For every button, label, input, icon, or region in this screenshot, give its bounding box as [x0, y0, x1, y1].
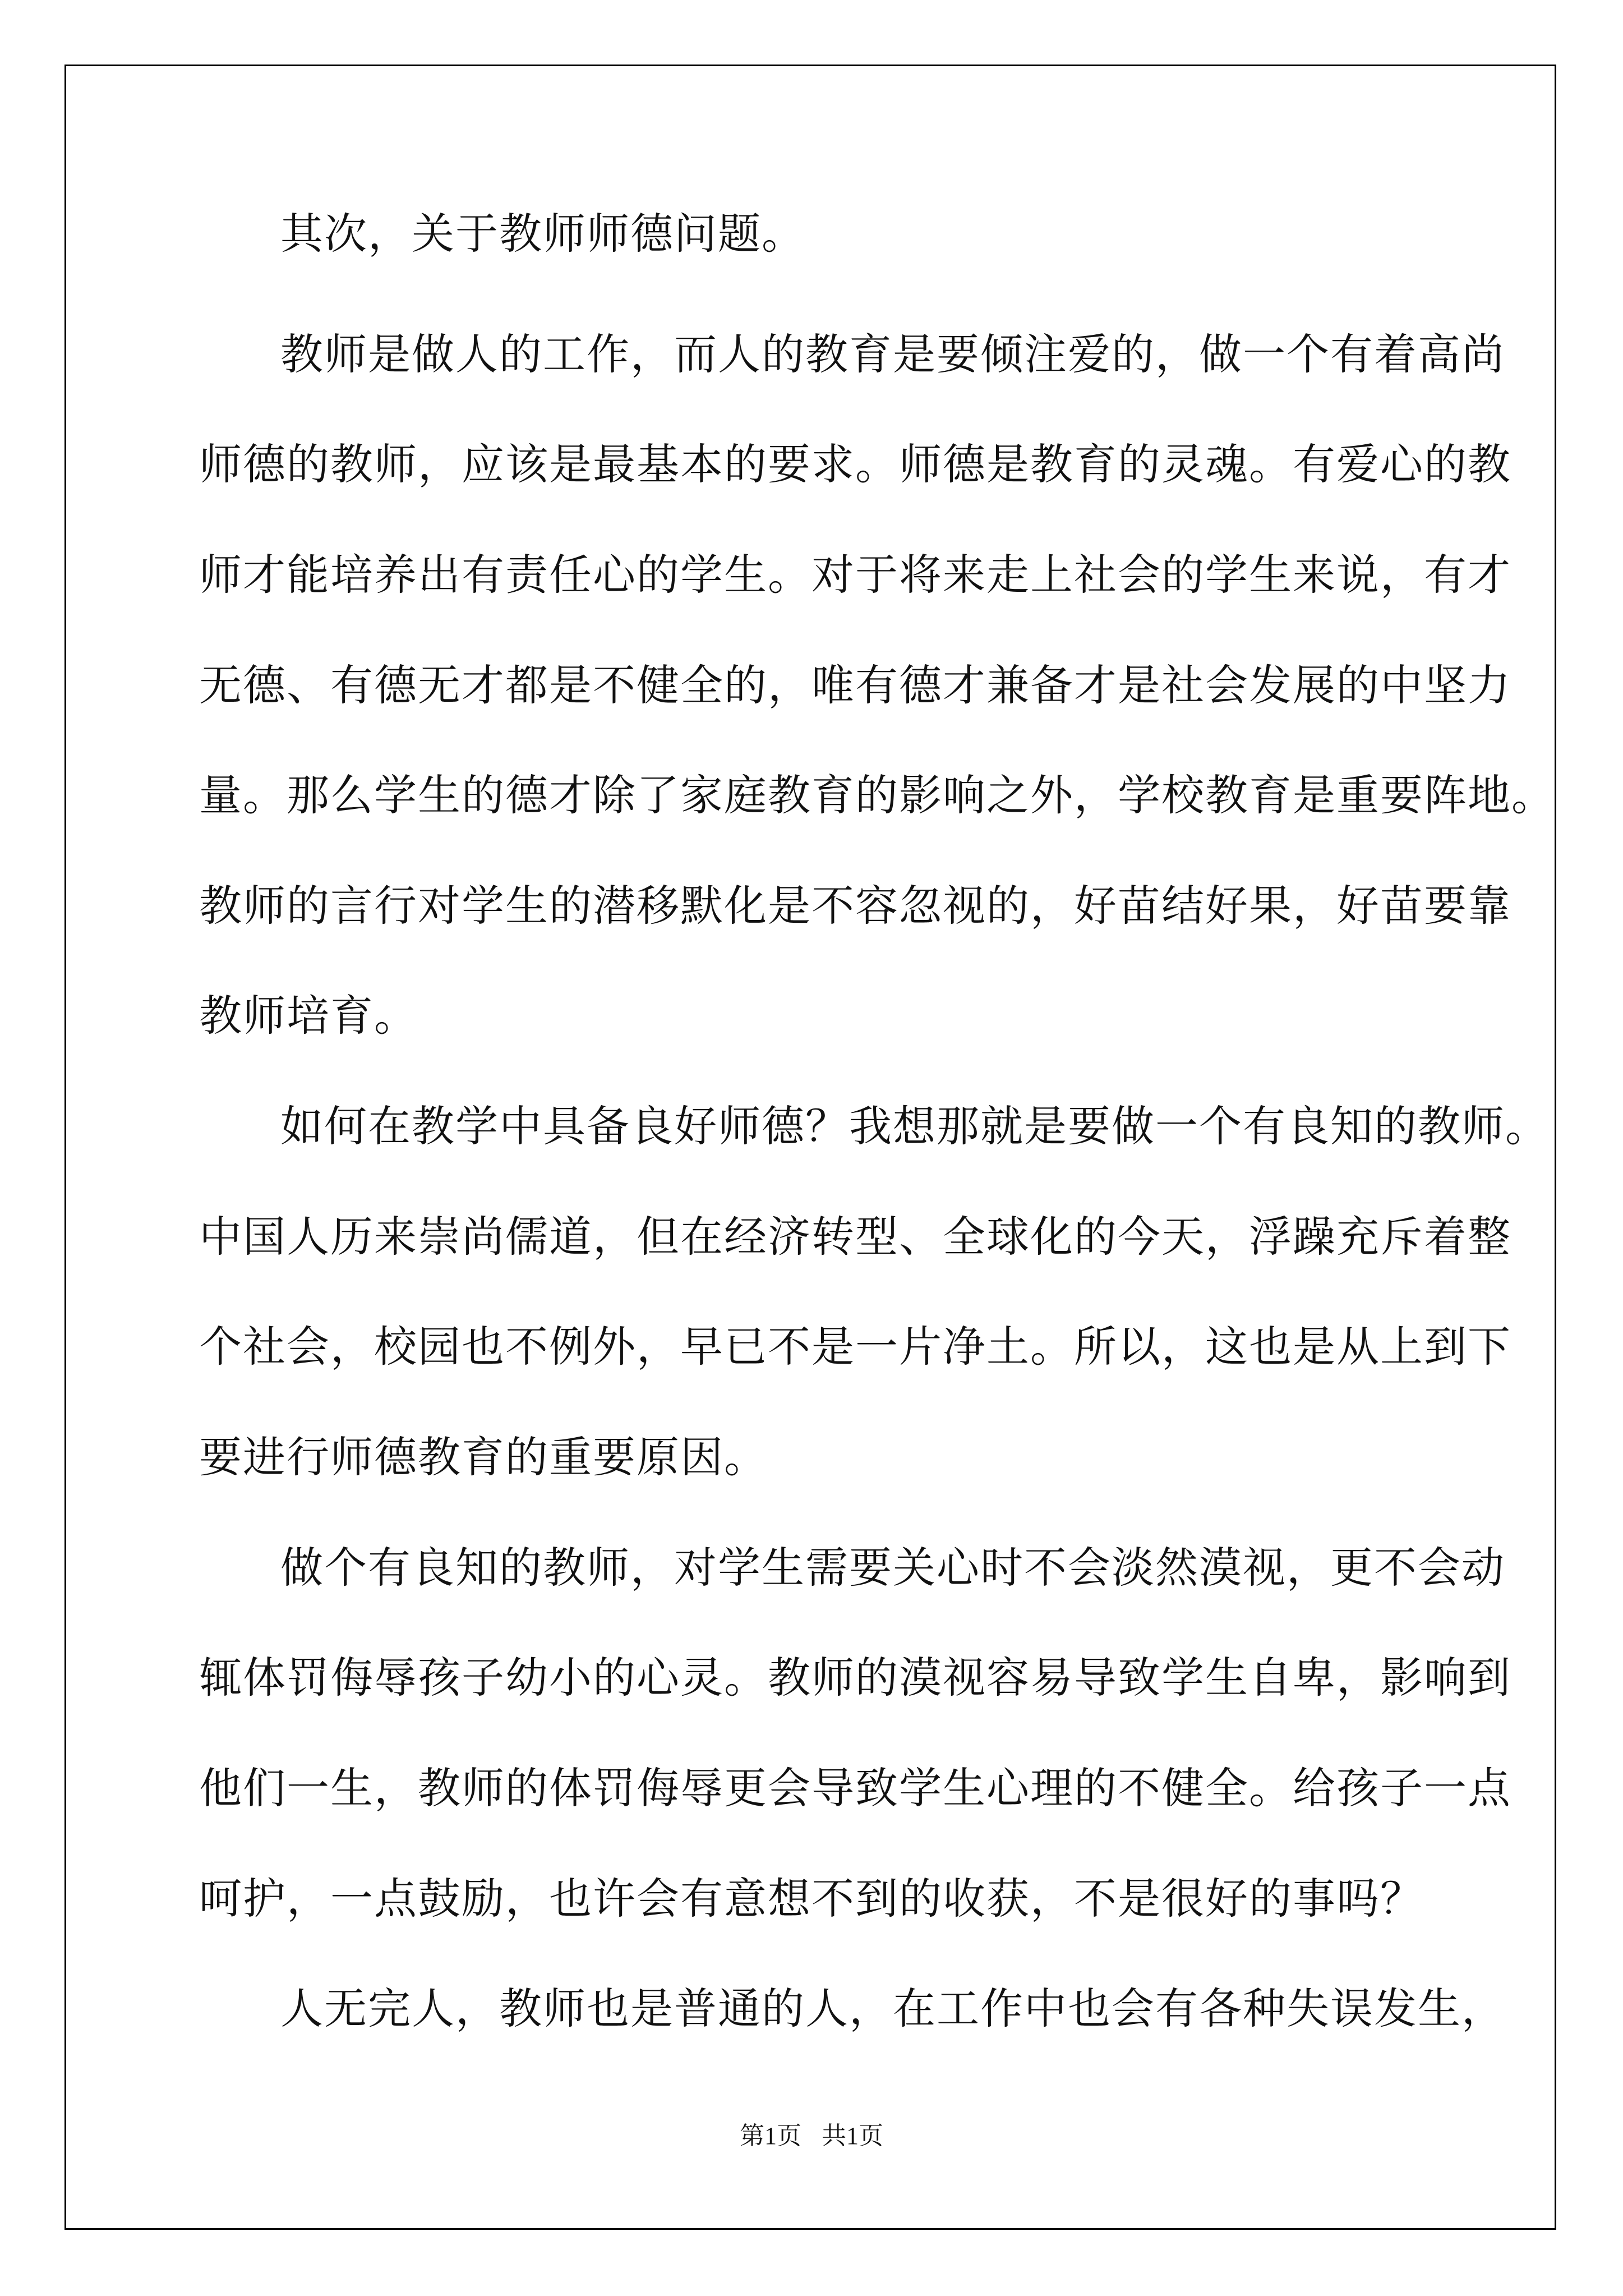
paragraph-2-line-3: 师才能培养出有责任心的学生。对于将来走上社会的学生来说，有才	[199, 550, 1511, 600]
paragraph-3-line-4: 要进行师德教育的重要原因。	[199, 1432, 768, 1482]
paragraph-5-line-1: 人无完人，教师也是普通的人，在工作中也会有各种失误发生，	[280, 1984, 1505, 2033]
paragraph-4-line-1: 做个有良知的教师，对学生需要关心时不会淡然漠视，更不会动	[280, 1543, 1505, 1593]
paragraph-3-line-2: 中国人历来崇尚儒道，但在经济转型、全球化的今天，浮躁充斥着整	[199, 1212, 1511, 1262]
paragraph-4-line-4: 呵护，一点鼓励，也许会有意想不到的收获，不是很好的事吗？	[199, 1874, 1424, 1924]
page-footer	[0, 2119, 1623, 2153]
paragraph-2-line-4: 无德、有德无才都是不健全的，唯有德才兼备才是社会发展的中坚力	[199, 660, 1511, 710]
paragraph-3-line-1: 如何在教学中具备良好师德？我想那就是要做一个有良知的教师。	[280, 1101, 1549, 1151]
page-total: 共1页	[822, 2122, 883, 2150]
page-number: 第1页	[740, 2122, 801, 2150]
paragraph-1-line-1: 其次，关于教师师德问题。	[280, 209, 805, 259]
paragraph-2-line-1: 教师是做人的工作，而人的教育是要倾注爱的，做一个有着高尚	[280, 329, 1505, 379]
paragraph-2-line-6: 教师的言行对学生的潜移默化是不容忽视的，好苗结好果，好苗要靠	[199, 881, 1511, 931]
paragraph-2-line-5: 量。那么学生的德才除了家庭教育的影响之外，学校教育是重要阵地。	[199, 770, 1555, 820]
paragraph-2-line-2: 师德的教师，应该是最基本的要求。师德是教育的灵魂。有爱心的教	[199, 439, 1511, 489]
paragraph-4-line-3: 他们一生，教师的体罚侮辱更会导致学生心理的不健全。给孩子一点	[199, 1763, 1511, 1813]
paragraph-2-line-7: 教师培育。	[199, 991, 418, 1041]
paragraph-3-line-3: 个社会，校园也不例外，早已不是一片净土。所以，这也是从上到下	[199, 1322, 1511, 1372]
paragraph-4-line-2: 辄体罚侮辱孩子幼小的心灵。教师的漠视容易导致学生自卑，影响到	[199, 1653, 1511, 1703]
